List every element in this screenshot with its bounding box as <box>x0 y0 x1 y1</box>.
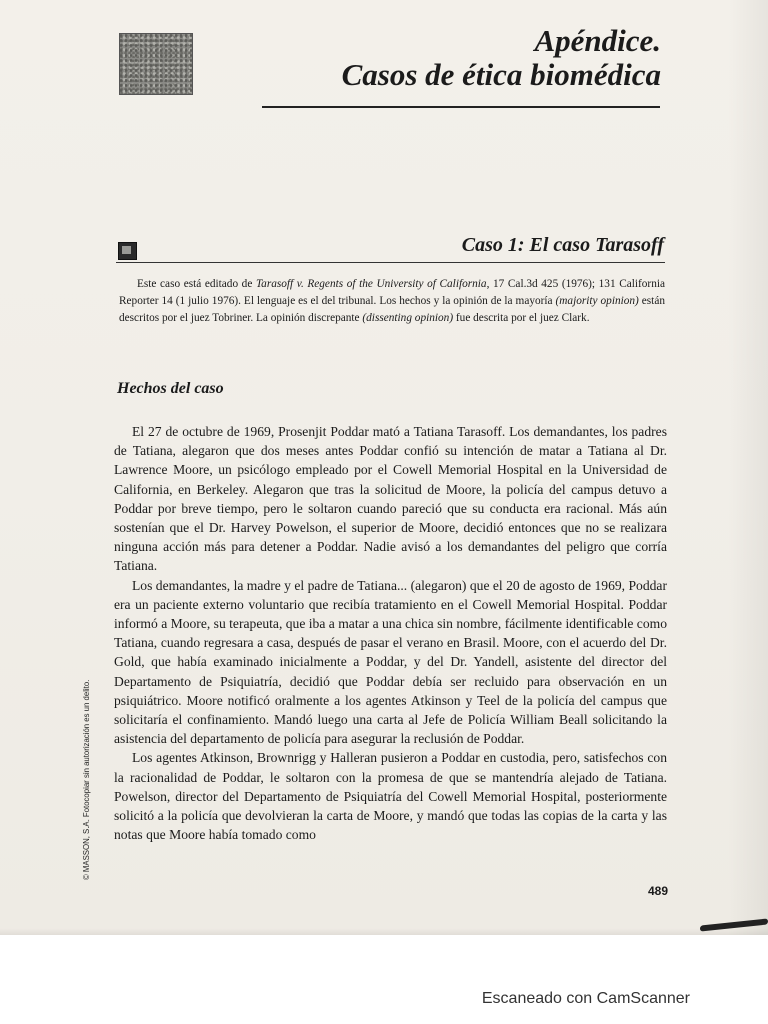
body-text <box>114 422 667 844</box>
body-paragraph: Los agentes Atkinson, Brownrigg y Halleran pusieron a Poddar en custodia, pero, satisfechos con la racionalidad de Poddar, le soltaron con la promesa de que se mantendría alejado de Tatiana. Powelson, director del Departamento de Psiquiatría del Cowell Memorial Hospital, posteriormente solicitó a la policía que devolvieran la carta de Moore, y mandó que todas las copias de la carta y las notas que Moore había tomado como <box>114 750 667 843</box>
intro-term: (majority opinion) <box>555 295 639 307</box>
case-intro <box>119 276 665 327</box>
intro-term: (dissenting opinion) <box>362 312 454 324</box>
case-title: Caso 1: El caso Tarasoff <box>461 234 664 256</box>
body-paragraph: Los demandantes, la madre y el padre de Tatiana... (alegaron) que el 20 de agosto de 1969, Poddar era un paciente externo voluntario que recibía tratamiento en el Cowell Memorial Hospital. Poddar informó a Moore, su terapeuta, que iba a matar a una chica sin nombre, fácilmente identificable como Tatiana, cuando regresara a casa, después de pasar el verano en Brasil. Moore, con el acuerdo del Dr. Gold, que había examinado inicialmente a Poddar, y del Dr. Yandell, asistente del director del Departamento de Psiquiatría, decidió que Poddar debía ser recluido para observación en un psiquiátrico. Moore notificó oralmente a los agentes Atkinson y Teel de la policía del campus que solicitaría el confinamiento. Mandó luego una carta al Jefe de Policía William Beall solicitando la asistencia del departamento de policía para asegurar la reclusión de Poddar. <box>114 577 667 747</box>
title-underline <box>262 106 660 108</box>
title-line-2: Casos de ética biomédica <box>341 57 661 92</box>
intro-text: están descritos por el juez Tobriner. La opinión discrepante <box>119 295 665 324</box>
intro-text: , 17 Cal.3d 425 (1976); 131 California Reporter 14 (1 julio 1976). El lenguaje es el del tribunal. Los hechos y la opinión de la mayoría <box>119 278 665 307</box>
page-shadow <box>728 0 768 935</box>
case-intro-paragraph <box>119 276 665 327</box>
copyright-notice: © MASSON, S.A. Fotocopiar sin autorización es un delito. <box>82 679 91 880</box>
intro-text: Este caso está editado de <box>137 278 256 290</box>
decorative-texture-block <box>119 33 193 95</box>
appendix-title <box>342 24 661 92</box>
case-marker-icon <box>118 242 137 260</box>
section-heading: Hechos del caso <box>117 380 224 397</box>
page-number: 489 <box>648 884 669 898</box>
page-edge <box>0 928 768 935</box>
case-title-underline <box>116 262 665 263</box>
case-citation: Tarasoff v. Regents of the University of California <box>255 278 487 290</box>
body-paragraph: El 27 de octubre de 1969, Prosenjit Poddar mató a Tatiana Tarasoff. Los demandantes, los padres de Tatiana, alegaron que dos meses antes Poddar confió su intención de matar a Tatiana al Dr. Lawrence Moore, un psicólogo empleado por el Cowell Memorial Hospital en la Universidad de California, en Berkeley. Alegaron que tras la solicitud de Moore, la policía del campus detuvo a Poddar por breve tiempo, pero le soltaron cuando pareció que su conducta era racional. Más aún sostenían que el Dr. Harvey Powelson, el superior de Moore, decidió entonces que no se realizara ninguna acción más para detener a Poddar. Nadie avisó a los demandantes del peligro que corría Tatiana. <box>114 424 667 574</box>
scanner-watermark: Escaneado con CamScanner <box>481 990 690 1007</box>
title-line-1: Apéndice. <box>534 23 661 58</box>
intro-text: fue descrita por el juez Clark. <box>453 312 590 324</box>
